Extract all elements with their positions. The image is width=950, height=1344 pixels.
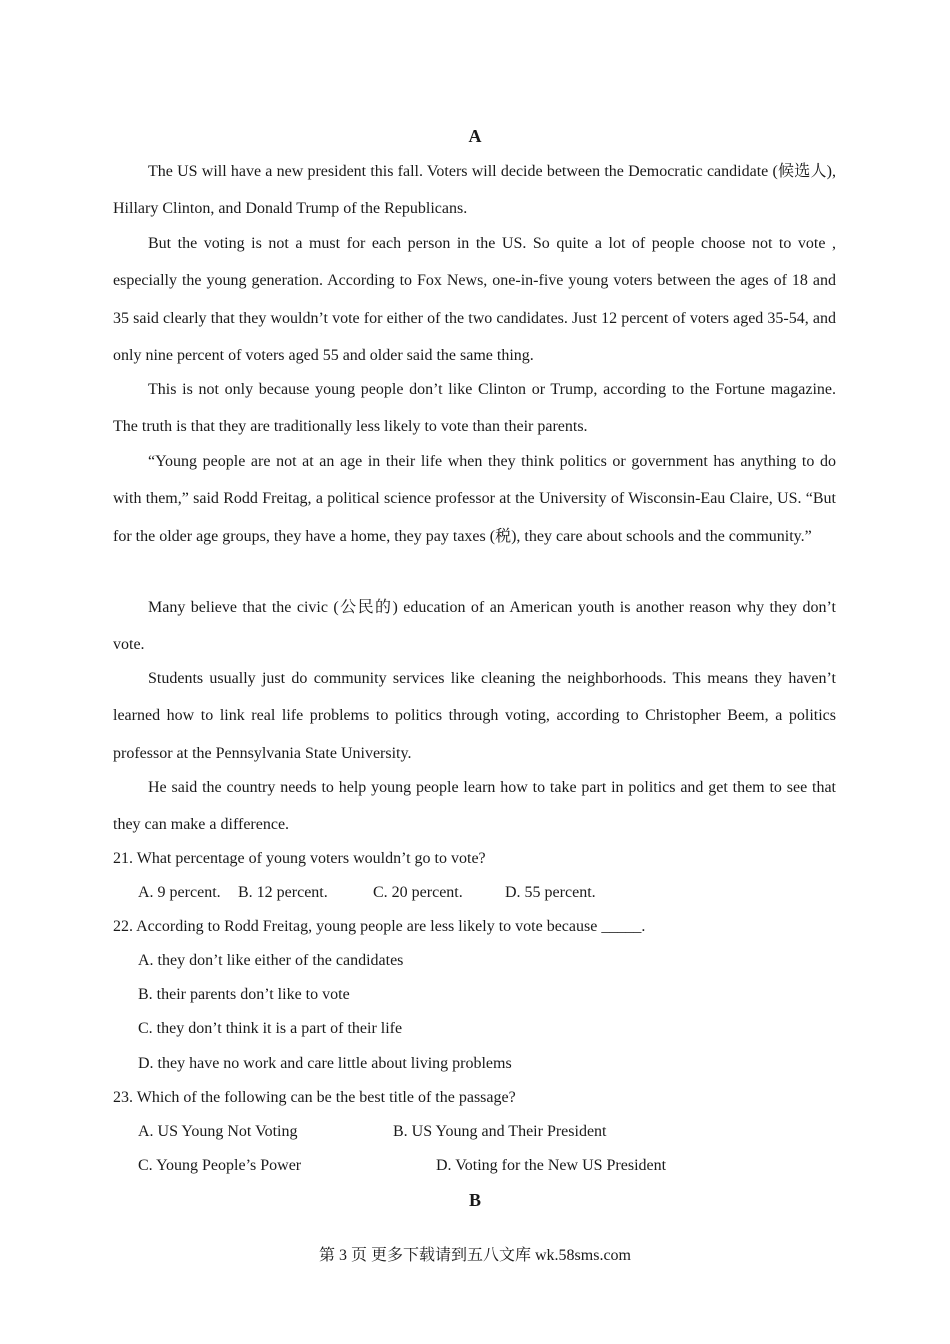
question-21: 21. What percentage of young voters wouldn’t go to vote? bbox=[113, 850, 486, 867]
question-23-option-a: A. US Young Not Voting bbox=[138, 1123, 298, 1140]
paragraph-7: He said the country needs to help young people learn how to take part in politics and get them to see that they can make a difference. bbox=[113, 779, 836, 834]
question-22-option-a: A. they don’t like either of the candidates bbox=[138, 952, 404, 969]
section-b-heading: B bbox=[468, 1190, 481, 1210]
question-21-option-a: A. 9 percent. bbox=[138, 884, 221, 901]
question-21-option-d: D. 55 percent. bbox=[505, 884, 596, 901]
paragraph-3: This is not only because young people don’t like Clinton or Trump, according to the Fortune magazine. The truth is that they are traditionally less likely to vote than their parents. bbox=[113, 381, 836, 436]
question-23-option-c: C. Young People’s Power bbox=[138, 1157, 302, 1174]
question-22-option-c: C. they don’t think it is a part of their life bbox=[138, 1020, 403, 1037]
paragraph-6: Students usually just do community services like cleaning the neighborhoods. This means they haven’t learned how to link real life problems to politics through voting, according to Christopher Beem, a politics professor at the Pennsylvania State University. bbox=[113, 670, 836, 762]
question-21-option-c: C. 20 percent. bbox=[373, 884, 463, 901]
question-22-option-d: D. they have no work and care little about living problems bbox=[138, 1055, 512, 1072]
paragraph-5: Many believe that the civic (公民的) education of an American youth is another reason why they don’t vote. bbox=[113, 599, 836, 654]
section-a-heading: A bbox=[468, 126, 482, 146]
question-21-option-b: B. 12 percent. bbox=[238, 884, 328, 901]
paragraph-1: The US will have a new president this fall. Voters will decide between the Democratic candidate (候选人), Hillary Clinton, and Donald Trump of the Republicans. bbox=[113, 163, 836, 218]
question-23-option-b: B. US Young and Their President bbox=[393, 1123, 607, 1140]
question-22: 22. According to Rodd Freitag, young people are less likely to vote because _____. bbox=[113, 918, 646, 935]
question-22-option-b: B. their parents don’t like to vote bbox=[138, 986, 350, 1003]
paragraph-2: But the voting is not a must for each person in the US. So quite a lot of people choose not to vote , especially the young generation. According to Fox News, one-in-five young voters between the ages of 18 and 35 said clearly that they wouldn’t vote for either of the two candidates. Just 12 percent of voters aged 35-54, and only nine percent of voters aged 55 and older said the same thing. bbox=[113, 235, 836, 364]
question-23: 23. Which of the following can be the best title of the passage? bbox=[113, 1089, 516, 1106]
page-footer: 第 3 页 更多下载请到五八文库 wk.58sms.com bbox=[318, 1247, 631, 1264]
paragraph-4: “Young people are not at an age in their life when they think politics or government has anything to do with them,” said Rodd Freitag, a political science professor at the University of Wisconsin-Eau Claire, US. “But for the older age groups, they have a home, they pay taxes (税), they care about schools and the community.” bbox=[113, 453, 836, 545]
question-23-option-d: D. Voting for the New US President bbox=[436, 1157, 667, 1174]
